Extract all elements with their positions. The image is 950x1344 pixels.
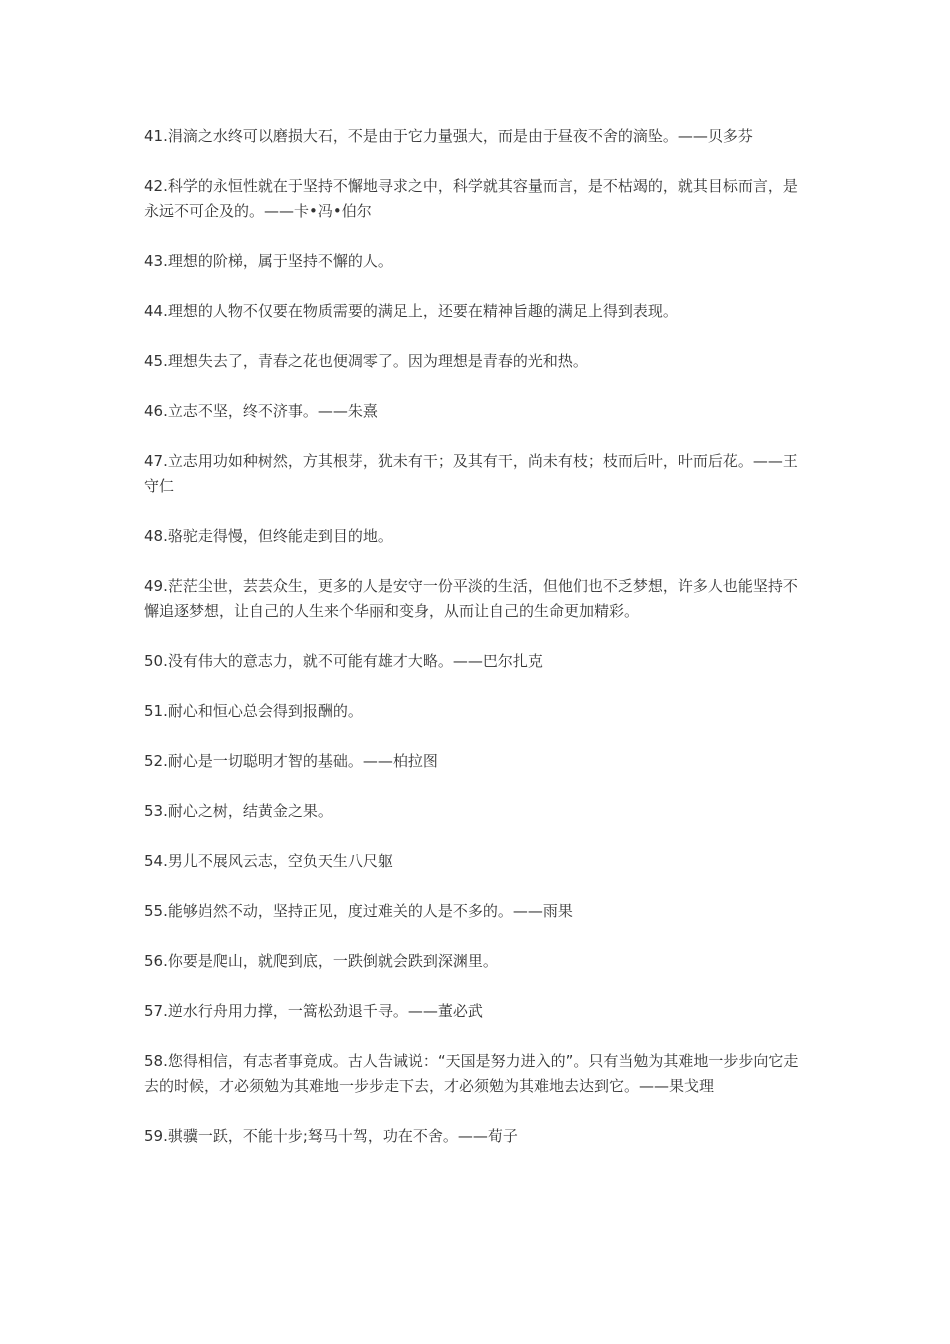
quote-43: 43.理想的阶梯，属于坚持不懈的人。 [144,252,393,270]
quote-58: 58.您得相信，有志者事竟成。古人告诫说：“天国是努力进入的”。只有当勉为其难地一步步向它走去的时候，才必须勉为其难地一步步走下去，才必须勉为其难地去达到它。——果戈理 [144,1052,799,1095]
quote-50: 50.没有伟大的意志力，就不可能有雄才大略。——巴尔扎克 [144,652,543,670]
quote-41: 41.涓滴之水终可以磨损大石，不是由于它力量强大，而是由于昼夜不舍的滴坠。——贝多芬 [144,127,753,145]
quote-55: 55.能够岿然不动，坚持正见，度过难关的人是不多的。——雨果 [144,902,573,920]
quote-52: 52.耐心是一切聪明才智的基础。——柏拉图 [144,752,438,770]
quote-48: 48.骆驼走得慢，但终能走到目的地。 [144,527,393,545]
quote-57: 57.逆水行舟用力撑，一篙松劲退千寻。——董必武 [144,1002,483,1020]
quote-46: 46.立志不坚，终不济事。——朱熹 [144,402,378,420]
quote-45: 45.理想失去了，青春之花也便凋零了。因为理想是青春的光和热。 [144,352,588,370]
quote-51: 51.耐心和恒心总会得到报酬的。 [144,702,363,720]
quote-54: 54.男儿不展风云志，空负天生八尺躯 [144,852,393,870]
quote-47: 47.立志用功如种树然，方其根芽，犹未有干；及其有干，尚未有枝；枝而后叶，叶而后花。——王守仁 [144,452,798,495]
quote-59: 59.骐骥一跃，不能十步;驽马十驾，功在不舍。——荀子 [144,1127,518,1145]
quote-42: 42.科学的永恒性就在于坚持不懈地寻求之中，科学就其容量而言，是不枯竭的，就其目标而言，是永远不可企及的。——卡•冯•伯尔 [144,177,798,220]
quote-56: 56.你要是爬山，就爬到底，一跌倒就会跌到深渊里。 [144,952,498,970]
quote-53: 53.耐心之树，结黄金之果。 [144,802,333,820]
quote-49: 49.茫茫尘世，芸芸众生，更多的人是安守一份平淡的生活，但他们也不乏梦想，许多人也能坚持不懈追逐梦想，让自己的人生来个华丽和变身，从而让自己的生命更加精彩。 [144,577,798,620]
quote-44: 44.理想的人物不仅要在物质需要的满足上，还要在精神旨趣的满足上得到表现。 [144,302,678,320]
document-page [144,124,810,1174]
